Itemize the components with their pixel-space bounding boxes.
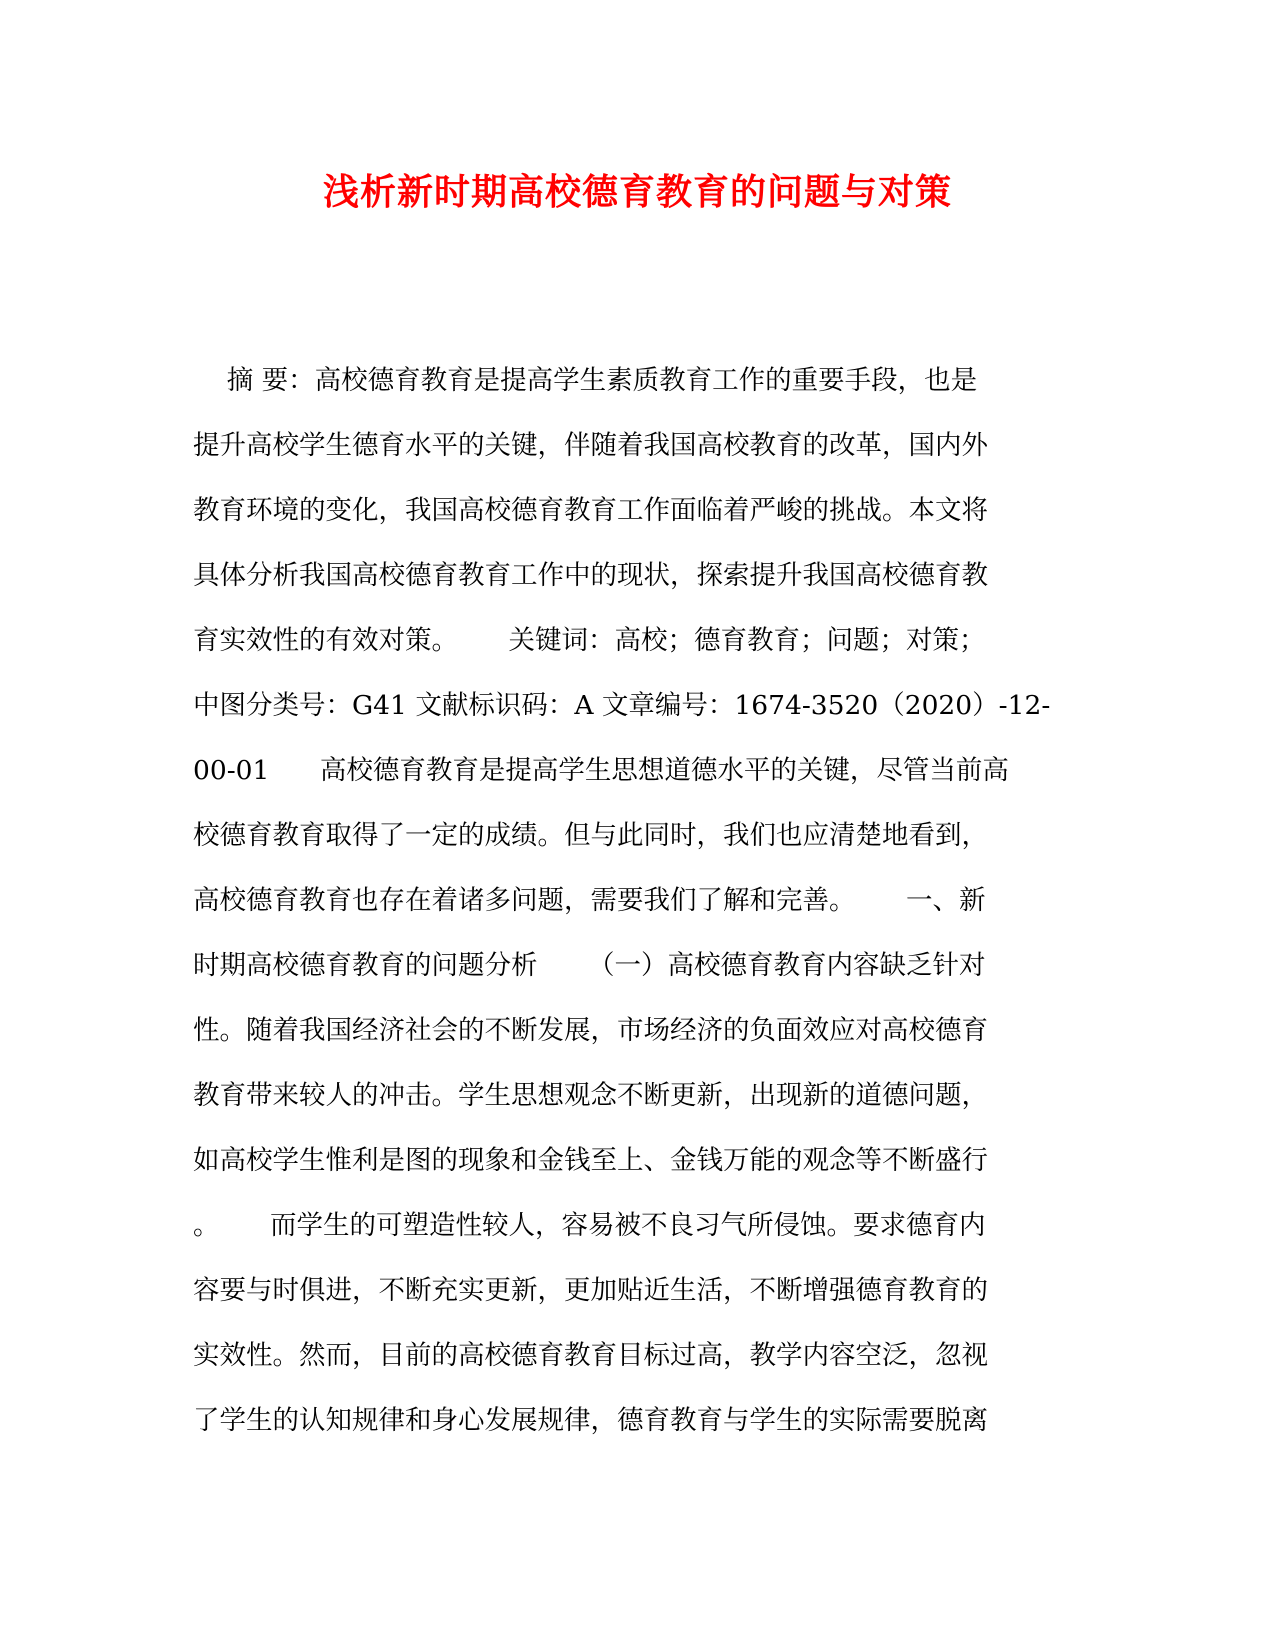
- body-line: 中图分类号：G41 文献标识码：A 文章编号：1674-3520（2020）-12-: [193, 690, 1051, 721]
- body-line: 。 而学生的可塑造性较人，容易被不良习气所侵蚀。要求德育内: [193, 1210, 986, 1241]
- body-line: 提升高校学生德育水平的关键，伴随着我国高校教育的改革，国内外: [193, 430, 988, 461]
- body-line: 如高校学生惟利是图的现象和金钱至上、金钱万能的观念等不断盛行: [193, 1145, 988, 1176]
- body-line: 时期高校德育教育的问题分析 （一）高校德育教育内容缺乏针对: [193, 950, 986, 981]
- body-line: 摘 要：高校德育教育是提高学生素质教育工作的重要手段，也是: [193, 365, 978, 396]
- body-line: 教育带来较人的冲击。学生思想观念不断更新，出现新的道德问题，: [193, 1080, 988, 1111]
- body-line: 容要与时俱进，不断充实更新，更加贴近生活，不断增强德育教育的: [193, 1275, 988, 1306]
- body-line: 具体分析我国高校德育教育工作中的现状，探索提升我国高校德育教: [193, 560, 988, 591]
- body-line: 高校德育教育也存在着诸多问题，需要我们了解和完善。 一、新: [193, 885, 986, 916]
- body-line: 了学生的认知规律和身心发展规律，德育教育与学生的实际需要脱离: [193, 1405, 988, 1436]
- document-title: 浅析新时期高校德育教育的问题与对策: [322, 171, 952, 213]
- body-line: 校德育教育取得了一定的成绩。但与此同时，我们也应清楚地看到，: [193, 820, 988, 851]
- body-line: 00-01 高校德育教育是提高学生思想道德水平的关键，尽管当前高: [193, 755, 1009, 786]
- body-line: 教育环境的变化，我国高校德育教育工作面临着严峻的挑战。本文将: [193, 495, 988, 526]
- body-line: 实效性。然而，目前的高校德育教育目标过高，教学内容空泛，忽视: [193, 1340, 988, 1371]
- body-line: 性。随着我国经济社会的不断发展，市场经济的负面效应对高校德育: [193, 1015, 988, 1046]
- document-body: [193, 348, 1083, 1453]
- body-line: 育实效性的有效对策。 关键词：高校；德育教育；问题；对策；: [193, 625, 986, 656]
